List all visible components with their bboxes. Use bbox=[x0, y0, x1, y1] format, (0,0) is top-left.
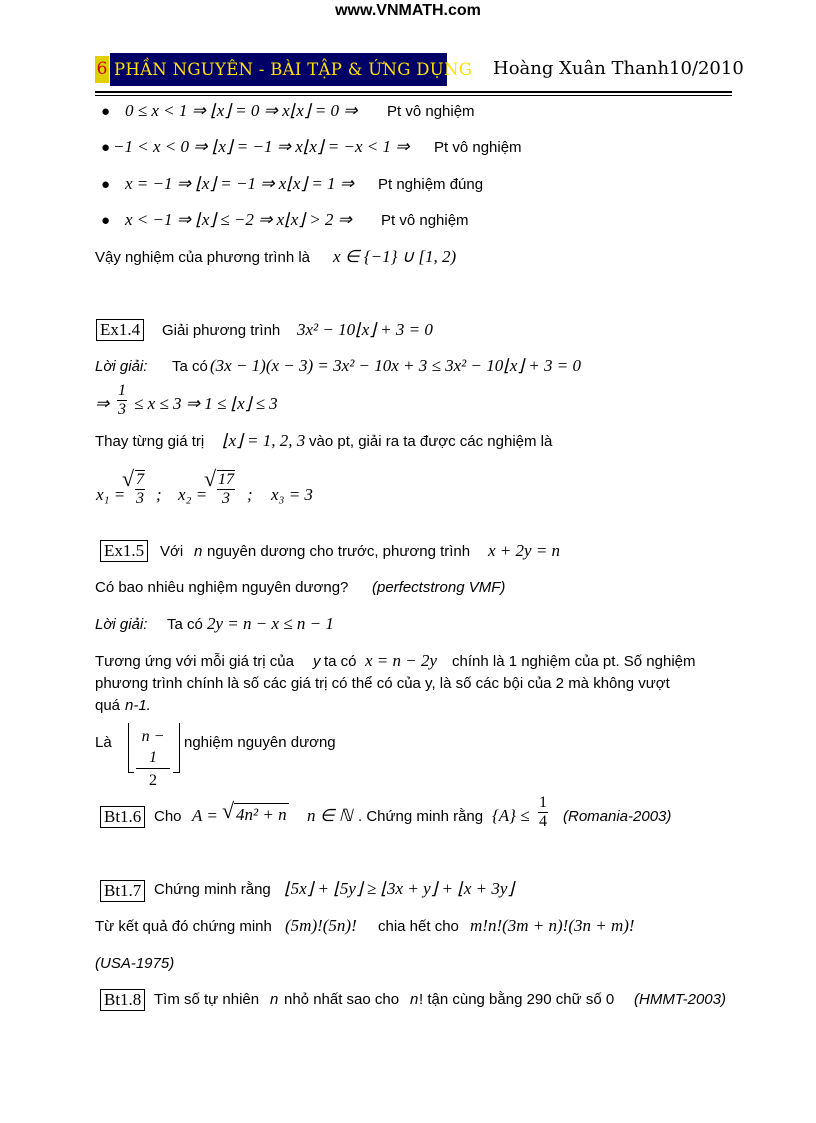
ex15-para-math: x = n − 2y bbox=[365, 651, 438, 670]
solution-label: Lời giải: bbox=[95, 358, 148, 375]
ex14-implies: ⇒ bbox=[95, 394, 110, 413]
bt16-math-a: A = bbox=[192, 806, 218, 825]
bt18-source: (HMMT-2003) bbox=[634, 991, 726, 1008]
ex14-equation: 3x² − 10⌊x⌋ + 3 = 0 bbox=[297, 320, 433, 339]
header-rule bbox=[95, 91, 732, 93]
ex15-para-line2: phương trình chính là số các giá trị có thể có của y, là số các bội của 2 mà không vượt bbox=[95, 675, 670, 692]
bt18-n1: n bbox=[270, 991, 279, 1008]
bt16-sqrt-content: 4n² + n bbox=[236, 805, 287, 824]
fraction-denominator: 4 bbox=[539, 813, 547, 830]
ex15-prompt-a: Với bbox=[160, 543, 184, 560]
sqrt-icon: √ bbox=[122, 466, 135, 491]
exercise-label: Bt1.7 bbox=[100, 880, 145, 902]
fraction-numerator: 1 bbox=[539, 794, 547, 811]
ex15-answer-suffix: nghiệm nguyên dương bbox=[184, 734, 336, 751]
header-rule-thin bbox=[95, 95, 732, 96]
ex15-para-b: ta có bbox=[324, 653, 357, 670]
ex14-substitute-text2: vào pt, giải ra ta được các nghiệm là bbox=[309, 433, 553, 450]
ex15-para-line3a: quá bbox=[95, 697, 121, 714]
bt17-text: Chứng minh rằng bbox=[154, 881, 271, 898]
ex15-equation: x + 2y = n bbox=[488, 541, 561, 560]
case-4-math: x < −1 ⇒ ⌊x⌋ ≤ −2 ⇒ x⌊x⌋ > 2 ⇒ bbox=[125, 210, 352, 229]
ex14-substitute-math: ⌊x⌋ = 1, 2, 3 bbox=[222, 431, 306, 450]
bt17-math: ⌊5x⌋ + ⌊5y⌋ ≥ ⌊3x + y⌋ + ⌊x + 3y⌋ bbox=[284, 879, 515, 898]
exercise-label: Ex1.4 bbox=[96, 319, 144, 341]
bt17-line2-a: Từ kết quả đó chứng minh bbox=[95, 918, 272, 935]
ex15-para-y: y bbox=[313, 653, 321, 670]
bt18-n2: n bbox=[410, 991, 419, 1008]
fraction-denominator: 3 bbox=[118, 401, 126, 418]
ex15-sol-math: 2y = n − x ≤ n − 1 bbox=[207, 614, 334, 633]
x2-fraction bbox=[217, 470, 235, 508]
exercise-label: Bt1.6 bbox=[100, 806, 145, 828]
ex14-implies-rest: ≤ x ≤ 3 ⇒ 1 ≤ ⌊x⌋ ≤ 3 bbox=[134, 394, 278, 413]
site-url[interactable]: www.VNMATH.com bbox=[335, 2, 481, 19]
floor-foot-right bbox=[173, 772, 179, 773]
case-4-text: Pt vô nghiệm bbox=[381, 212, 469, 229]
x1-fraction bbox=[135, 470, 145, 508]
x3-value: x₃ = 3 bbox=[271, 485, 313, 504]
conclusion-text: Vậy nghiệm của phương trình là bbox=[95, 249, 311, 266]
bt18-text-c: ! tận cùng bằng 290 chữ số 0 bbox=[419, 991, 615, 1008]
bt17-line2-b: chia hết cho bbox=[378, 918, 459, 935]
exercise-label: Bt1.8 bbox=[100, 989, 145, 1011]
ex15-sol-text: Ta có bbox=[167, 616, 203, 633]
exercise-label: Ex1.5 bbox=[100, 540, 148, 562]
solution-label: Lời giải: bbox=[95, 616, 148, 633]
case-1-text: Pt vô nghiệm bbox=[387, 103, 475, 120]
author-name: Hoàng Xuân Thanh bbox=[493, 58, 670, 79]
ex15-answer-prefix: Là bbox=[95, 734, 112, 751]
bt17-source: (USA-1975) bbox=[95, 955, 175, 972]
bt18-text-a: Tìm số tự nhiên bbox=[154, 991, 260, 1008]
ex15-para-line3b: n-1. bbox=[125, 697, 151, 714]
conclusion-math: x ∈ {−1} ∪ [1, 2) bbox=[333, 247, 457, 266]
bt16-fraction bbox=[538, 794, 548, 831]
ex14-substitute-text: Thay từng giá trị bbox=[95, 433, 205, 450]
fraction-denominator: 3 bbox=[222, 490, 230, 507]
bullet-icon: ● bbox=[101, 176, 111, 193]
bt17-line2-math-b: m!n!(3m + n)!(3n + m)! bbox=[470, 916, 635, 935]
ex14-prompt: Giải phương trình bbox=[162, 322, 281, 339]
case-3-math: x = −1 ⇒ ⌊x⌋ = −1 ⇒ x⌊x⌋ = 1 ⇒ bbox=[125, 174, 355, 193]
sqrt-icon: √ bbox=[222, 798, 235, 823]
bt16-math-b: n ∈ ℕ bbox=[307, 806, 353, 825]
bt16-source: (Romania-2003) bbox=[563, 808, 672, 825]
x2-label: x₂ = bbox=[178, 485, 208, 504]
fraction-denominator: 3 bbox=[136, 490, 144, 507]
ex14-sol-text: Ta có bbox=[172, 358, 208, 375]
bullet-icon: ● bbox=[101, 212, 111, 229]
case-2-math: −1 < x < 0 ⇒ ⌊x⌋ = −1 ⇒ x⌊x⌋ = −x < 1 ⇒ bbox=[113, 137, 410, 156]
floor-foot-left bbox=[128, 772, 134, 773]
ex15-answer-fraction bbox=[136, 726, 170, 793]
fraction-numerator: 7 bbox=[136, 471, 144, 488]
ex15-prompt-n: n bbox=[194, 543, 203, 560]
publish-date: 10/2010 bbox=[669, 58, 744, 79]
case-1-math: 0 ≤ x < 1 ⇒ ⌊x⌋ = 0 ⇒ x⌊x⌋ = 0 ⇒ bbox=[125, 101, 358, 120]
fraction-numerator: 17 bbox=[218, 471, 234, 488]
separator: ; bbox=[156, 485, 162, 504]
bullet-icon: ● bbox=[101, 103, 111, 120]
ex14-fraction bbox=[117, 382, 127, 419]
bt16-text-a: Cho bbox=[154, 808, 182, 825]
fraction-numerator: 1 bbox=[118, 382, 126, 399]
bt17-line2-math-a: (5m)!(5n)! bbox=[285, 916, 357, 935]
page-number: 6 bbox=[95, 56, 109, 83]
ex15-source: (perfectstrong VMF) bbox=[372, 579, 506, 596]
bt16-text-b: . Chứng minh rằng bbox=[358, 808, 484, 825]
bullet-icon: ● bbox=[101, 139, 111, 156]
case-2-text: Pt vô nghiệm bbox=[434, 139, 522, 156]
ex15-question: Có bao nhiêu nghiệm nguyên dương? bbox=[95, 579, 349, 596]
sqrt-icon: √ bbox=[204, 466, 217, 491]
case-3-text: Pt nghiệm đúng bbox=[378, 176, 484, 193]
ex15-para-c: chính là 1 nghiệm của pt. Số nghiệm bbox=[452, 653, 696, 670]
ex15-para-a: Tương ứng với mỗi giá trị của bbox=[95, 653, 294, 670]
ex15-prompt-b: nguyên dương cho trước, phương trình bbox=[207, 543, 471, 560]
fraction-numerator: n − 1 bbox=[136, 726, 170, 769]
chapter-title: PHẦN NGUYÊN - BÀI TẬP & ỨNG DỤNG bbox=[110, 53, 447, 86]
bt16-math-c: {A} ≤ bbox=[492, 806, 530, 825]
separator: ; bbox=[247, 485, 253, 504]
bt18-text-b: nhỏ nhất sao cho bbox=[284, 991, 400, 1008]
x1-label: x₁ = bbox=[96, 485, 126, 504]
ex14-sol-math: (3x − 1)(x − 3) = 3x² − 10x + 3 ≤ 3x² − 10⌊x⌋ + 3 = 0 bbox=[210, 356, 581, 375]
fraction-denominator: 2 bbox=[149, 772, 157, 789]
